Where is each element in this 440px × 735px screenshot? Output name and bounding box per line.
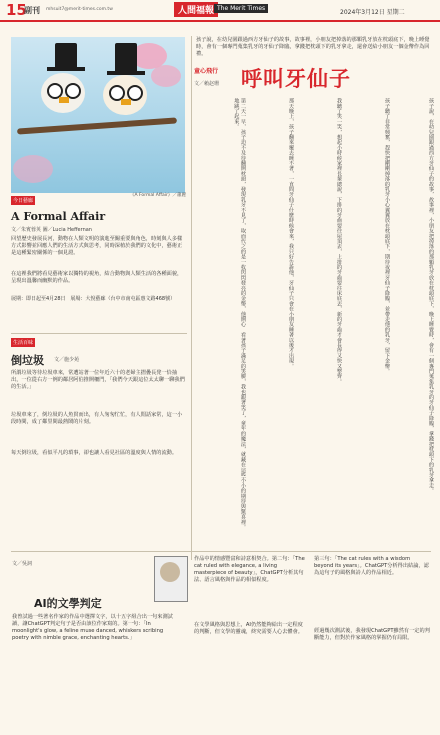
feature-column: 看著孩子滿足的笑臉，我也跟著笑了，童年的魔法，就藏在這些小小的期待與驚喜裡。: [240, 332, 246, 530]
feature-author: 文／賴赵珊: [194, 81, 220, 87]
feature-kicker: 童心飛行: [194, 68, 219, 75]
column-body: 所謂垃圾等待垃圾車來，常遭站著一位年近六十的老婦主摺疊長凳一恰抽出，一位從右方一例的鄰居阿伯推開柵門，「我們今天跟這位太太聊一聊我們的生活。」: [11, 370, 185, 390]
ai-title: AI的文學判定: [34, 597, 102, 610]
feature-title: 呼叫牙仙子: [241, 67, 351, 91]
divider: [11, 551, 431, 552]
art-title: A Formal Affair: [11, 210, 106, 223]
page-number: 15: [6, 1, 27, 19]
paper-logo-cn: 人間福報: [174, 2, 218, 17]
ai-body-5: 經過幾次測試後，我發現ChatGPT雖然有一定的判斷能力，但對於作家風格的掌握仍有局限。: [314, 628, 430, 641]
art-author: 文／朱賓蓉英 圖／Lucia Heffernan: [11, 227, 92, 233]
feature-intro: 孩子說，在幼兒園跟過西方牙仙子的故事，故事裡，小朋友把掉落的那顆乳牙放在枕頭底下，晚上睡覺時，會有一個專門蒐集乳牙的牙仙子降臨，拿錢把枕頭下的乳牙拿走，還會送給小朋友一個金幣作為回禮。: [196, 37, 430, 57]
ai-author: 文／吳詞: [12, 561, 33, 567]
column-title: 倒垃圾: [11, 354, 44, 367]
feature-column: 那天晚上，孩子翻來覆去睡不著，一直問牙仙子什麼時候會來，我只好告訴他，牙仙子只會在小朋友睡著以後才出現。: [288, 98, 294, 369]
art-caption: 《A Formal Affair》／蕭麗: [130, 193, 186, 198]
column-body-3: 每天倒垃圾，看似平凡的瑣事，卻也讓人看見社區的溫度與人情的流動。: [11, 450, 178, 456]
ai-body-4: 第三句：「The cat rules with a wisdom beyond its years」。ChatGPT分析得出結論，認為這句子的風格與詩人的作品相近。: [314, 556, 429, 576]
divider: [11, 333, 187, 334]
art-illustration: [11, 37, 185, 193]
art-info: 展期：即日起至4月28日 展場：大悅藝廊（台中市南屯區惠文路468號）: [11, 296, 176, 302]
section-name: 副刊: [24, 6, 40, 15]
divider: [191, 36, 192, 560]
art-body: 回望歷史發展長河，動物在人類文明的演進至關重要與角色，時刻與人多樣方式影響並回應人們的生活方式與思考，同時深植於我們的文化中，藝術正是這種緊密關係的一個見證。: [11, 236, 183, 256]
issue-date: 2024年3月12日 星期二: [340, 9, 405, 16]
column-body-2: 垃圾車來了，倒垃圾的人魚貫而出，有人匆匆忙忙，有人閒話家常，這一小段時間，成了鄰里間最熱鬧的片刻。: [11, 412, 183, 425]
author-face-icon: [160, 562, 180, 582]
ai-body-2: 作品中的情感豐富和詩意相契合。第二句：「The cat ruled with elegance, a living masterpiece of beauty」，ChatGPT分析其句法、語言風格與作品的相似程度。: [194, 556, 305, 583]
feature-column: 孩子聽了非常興奮，趕快把剛剛掉落的乳牙小心翼翼放在枕頭底下，期待夜裡牙仙子降臨，並帶走他的乳牙，留下金幣。: [384, 98, 390, 374]
ai-body: 我曾試過一些著名作家的作品中選擇文字，以十五字組合出一句來測試讀，讓ChatGPT判定句子是否由該位作家寫的。第一句：「In moonlight's glow, a feline muse danced, whiskers scribing poetry with nimble grace, enchanting hearts.」: [12, 614, 173, 641]
ai-body-3: 在文學風格與思想上，AI仍然能夠給出一定程度的判斷，但文學的靈魂，終究需要人心去體會。: [194, 622, 303, 635]
feature-column: 我聽了笑一笑，想起小時候家裡長輩總說，下排的牙齒要往屋頂丟，上排的牙齒要往床底丟，新的牙齒才會長得又快又整齊。: [336, 98, 342, 384]
feature-column: 第二天一早，孩子迫不及待翻開枕頭，發現乳牙不見了，取而代之的是一枚閃閃發亮的金幣，他開心地跳了起來。: [233, 98, 246, 327]
paper-logo-en: The Merit Times: [214, 4, 268, 13]
column-tag: 生活百味: [13, 340, 34, 346]
art-body-2: 在這裡我們將看見藝術家以獨特的視角，結合動物與人類生活的各種面貌，呈現出溫馨而幽默的作品。: [11, 271, 183, 284]
column-author: 文／施少苑: [54, 357, 80, 363]
feature-column: 孩子說，在幼兒園跟過西方牙仙子的故事，故事裡，小朋友把掉落的那顆乳牙放在枕頭底下，晚上睡覺時，會有一個專門蒐集乳牙的牙仙子降臨，拿錢把枕頭下的乳牙拿走。: [428, 98, 434, 494]
contact-email[interactable]: mhsuit7@merit-times.com.tw: [46, 7, 113, 12]
art-label: 今日藝廊: [13, 198, 34, 204]
